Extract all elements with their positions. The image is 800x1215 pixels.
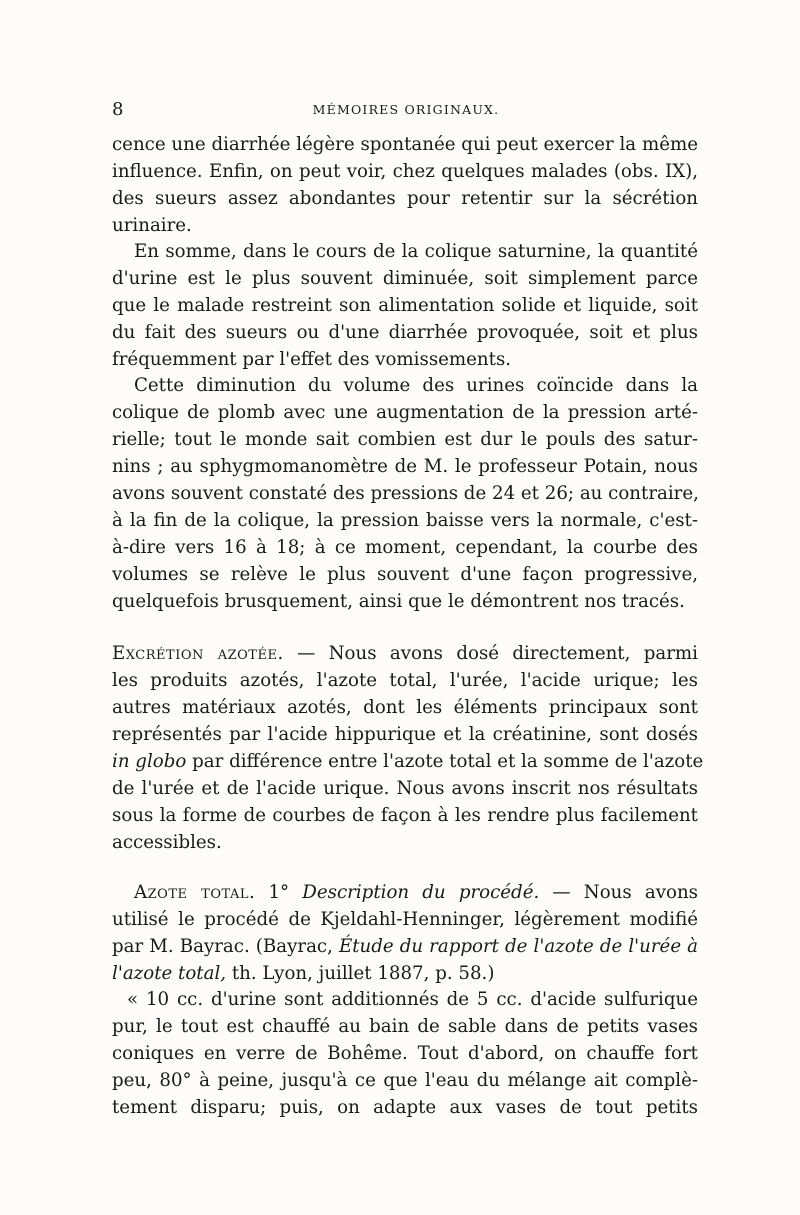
quote-line: tement disparu; puis, on adapte aux vases de tout petits xyxy=(112,1097,698,1118)
text-line: accessibles. xyxy=(112,832,222,853)
text-run: par différence entre l'azote total et la somme de l'azote xyxy=(186,751,704,772)
italic-citation-title-end: l'azote total, xyxy=(112,963,227,984)
text-line: représentés par l'acide hippurique et la créatinine, sont dosés xyxy=(112,724,698,745)
text-line: Cette diminution du volume des urines coïncide dans la xyxy=(134,375,698,396)
text-line-citation-end xyxy=(112,960,698,987)
text-run: th. Lyon, juillet 1887, p. 58.) xyxy=(226,963,495,984)
text-line: avons souvent constaté des pressions de 24 et 26; au contraire, xyxy=(112,483,699,504)
text-line: nins ; au sphygmomanomètre de M. le professeur Potain, nous xyxy=(112,456,698,477)
text-line: sous la forme de courbes de façon à les rendre plus facilement xyxy=(112,805,698,826)
text-line-in-globo xyxy=(112,748,704,775)
text-line: cence une diarrhée légère spontanée qui peut exercer la même xyxy=(112,134,698,155)
text-line: quelquefois brusquement, ainsi que le démontrent nos tracés. xyxy=(112,591,685,612)
quote-line: coniques en verre de Bohême. Tout d'abord, on chauffe fort xyxy=(112,1043,698,1064)
text-line: des sueurs assez abondantes pour retentir sur la sécrétion xyxy=(112,188,698,209)
quote-line: « 10 cc. d'urine sont additionnés de 5 cc. d'acide sulfurique xyxy=(127,989,698,1010)
text-line-citation xyxy=(112,933,698,960)
section-heading-azote-total: Azote total. xyxy=(134,882,256,903)
text-run: par M. Bayrac. (Bayrac, xyxy=(112,936,339,957)
section-azote-first-line xyxy=(112,640,698,667)
text-line: que le malade restreint son alimentation solide et liquide, soit xyxy=(112,295,698,316)
text-run: 1° xyxy=(255,882,303,903)
text-line: colique de plomb avec une augmentation de la pression arté- xyxy=(112,402,698,423)
quote-line: pur, le tout est chauffé au bain de sable dans de petits vases xyxy=(112,1016,698,1037)
section-heading-excretion-azotee: Excrétion azotée. xyxy=(112,643,284,664)
quote-line: peu, 80° à peine, jusqu'à ce que l'eau du mélange ait complè- xyxy=(112,1070,698,1091)
page-number: 8 xyxy=(112,99,124,120)
text-line: de l'urée et de l'acide urique. Nous avons inscrit nos résultats xyxy=(112,778,698,799)
italic-citation-title: Étude du rapport de l'azote de l'urée à xyxy=(338,936,699,957)
text-line: d'urine est le plus souvent diminuée, soit simplement parce xyxy=(112,268,698,289)
text-line: rielle; tout le monde sait combien est dur le pouls des satur- xyxy=(112,429,698,450)
text-line: autres matériaux azotés, dont les éléments principaux sont xyxy=(112,697,698,718)
text-line: utilisé le procédé de Kjeldahl-Henninger, légèrement modifié xyxy=(112,909,698,930)
text-line: les produits azotés, l'azote total, l'urée, l'acide urique; les xyxy=(112,670,698,691)
text-run: — Nous avons xyxy=(539,882,699,903)
text-line: influence. Enfin, on peut voir, chez quelques malades (obs. IX), xyxy=(112,161,698,182)
text-line: En somme, dans le cours de la colique saturnine, la quantité xyxy=(134,241,698,262)
italic-in-globo: in globo xyxy=(112,751,187,772)
text-line: du fait des sueurs ou d'une diarrhée provoquée, soit et plus xyxy=(112,322,698,343)
running-head xyxy=(112,98,700,122)
text-line: urinaire. xyxy=(112,215,192,236)
text-line: à-dire vers 16 à 18; à ce moment, cependant, la courbe des xyxy=(112,537,698,558)
text-line: fréquemment par l'effet des vomissements. xyxy=(112,349,512,370)
running-title: MÉMOIRES ORIGINAUX. xyxy=(312,102,500,117)
section-azote-total-first-line xyxy=(134,879,698,906)
text-run: — Nous avons dosé directement, parmi xyxy=(283,643,698,664)
text-line: à la fin de la colique, la pression baisse vers la normale, c'est- xyxy=(112,510,698,531)
text-line: volumes se relève le plus souvent d'une façon progressive, xyxy=(112,564,698,585)
italic-description-procede: Description du procédé. xyxy=(302,882,540,903)
